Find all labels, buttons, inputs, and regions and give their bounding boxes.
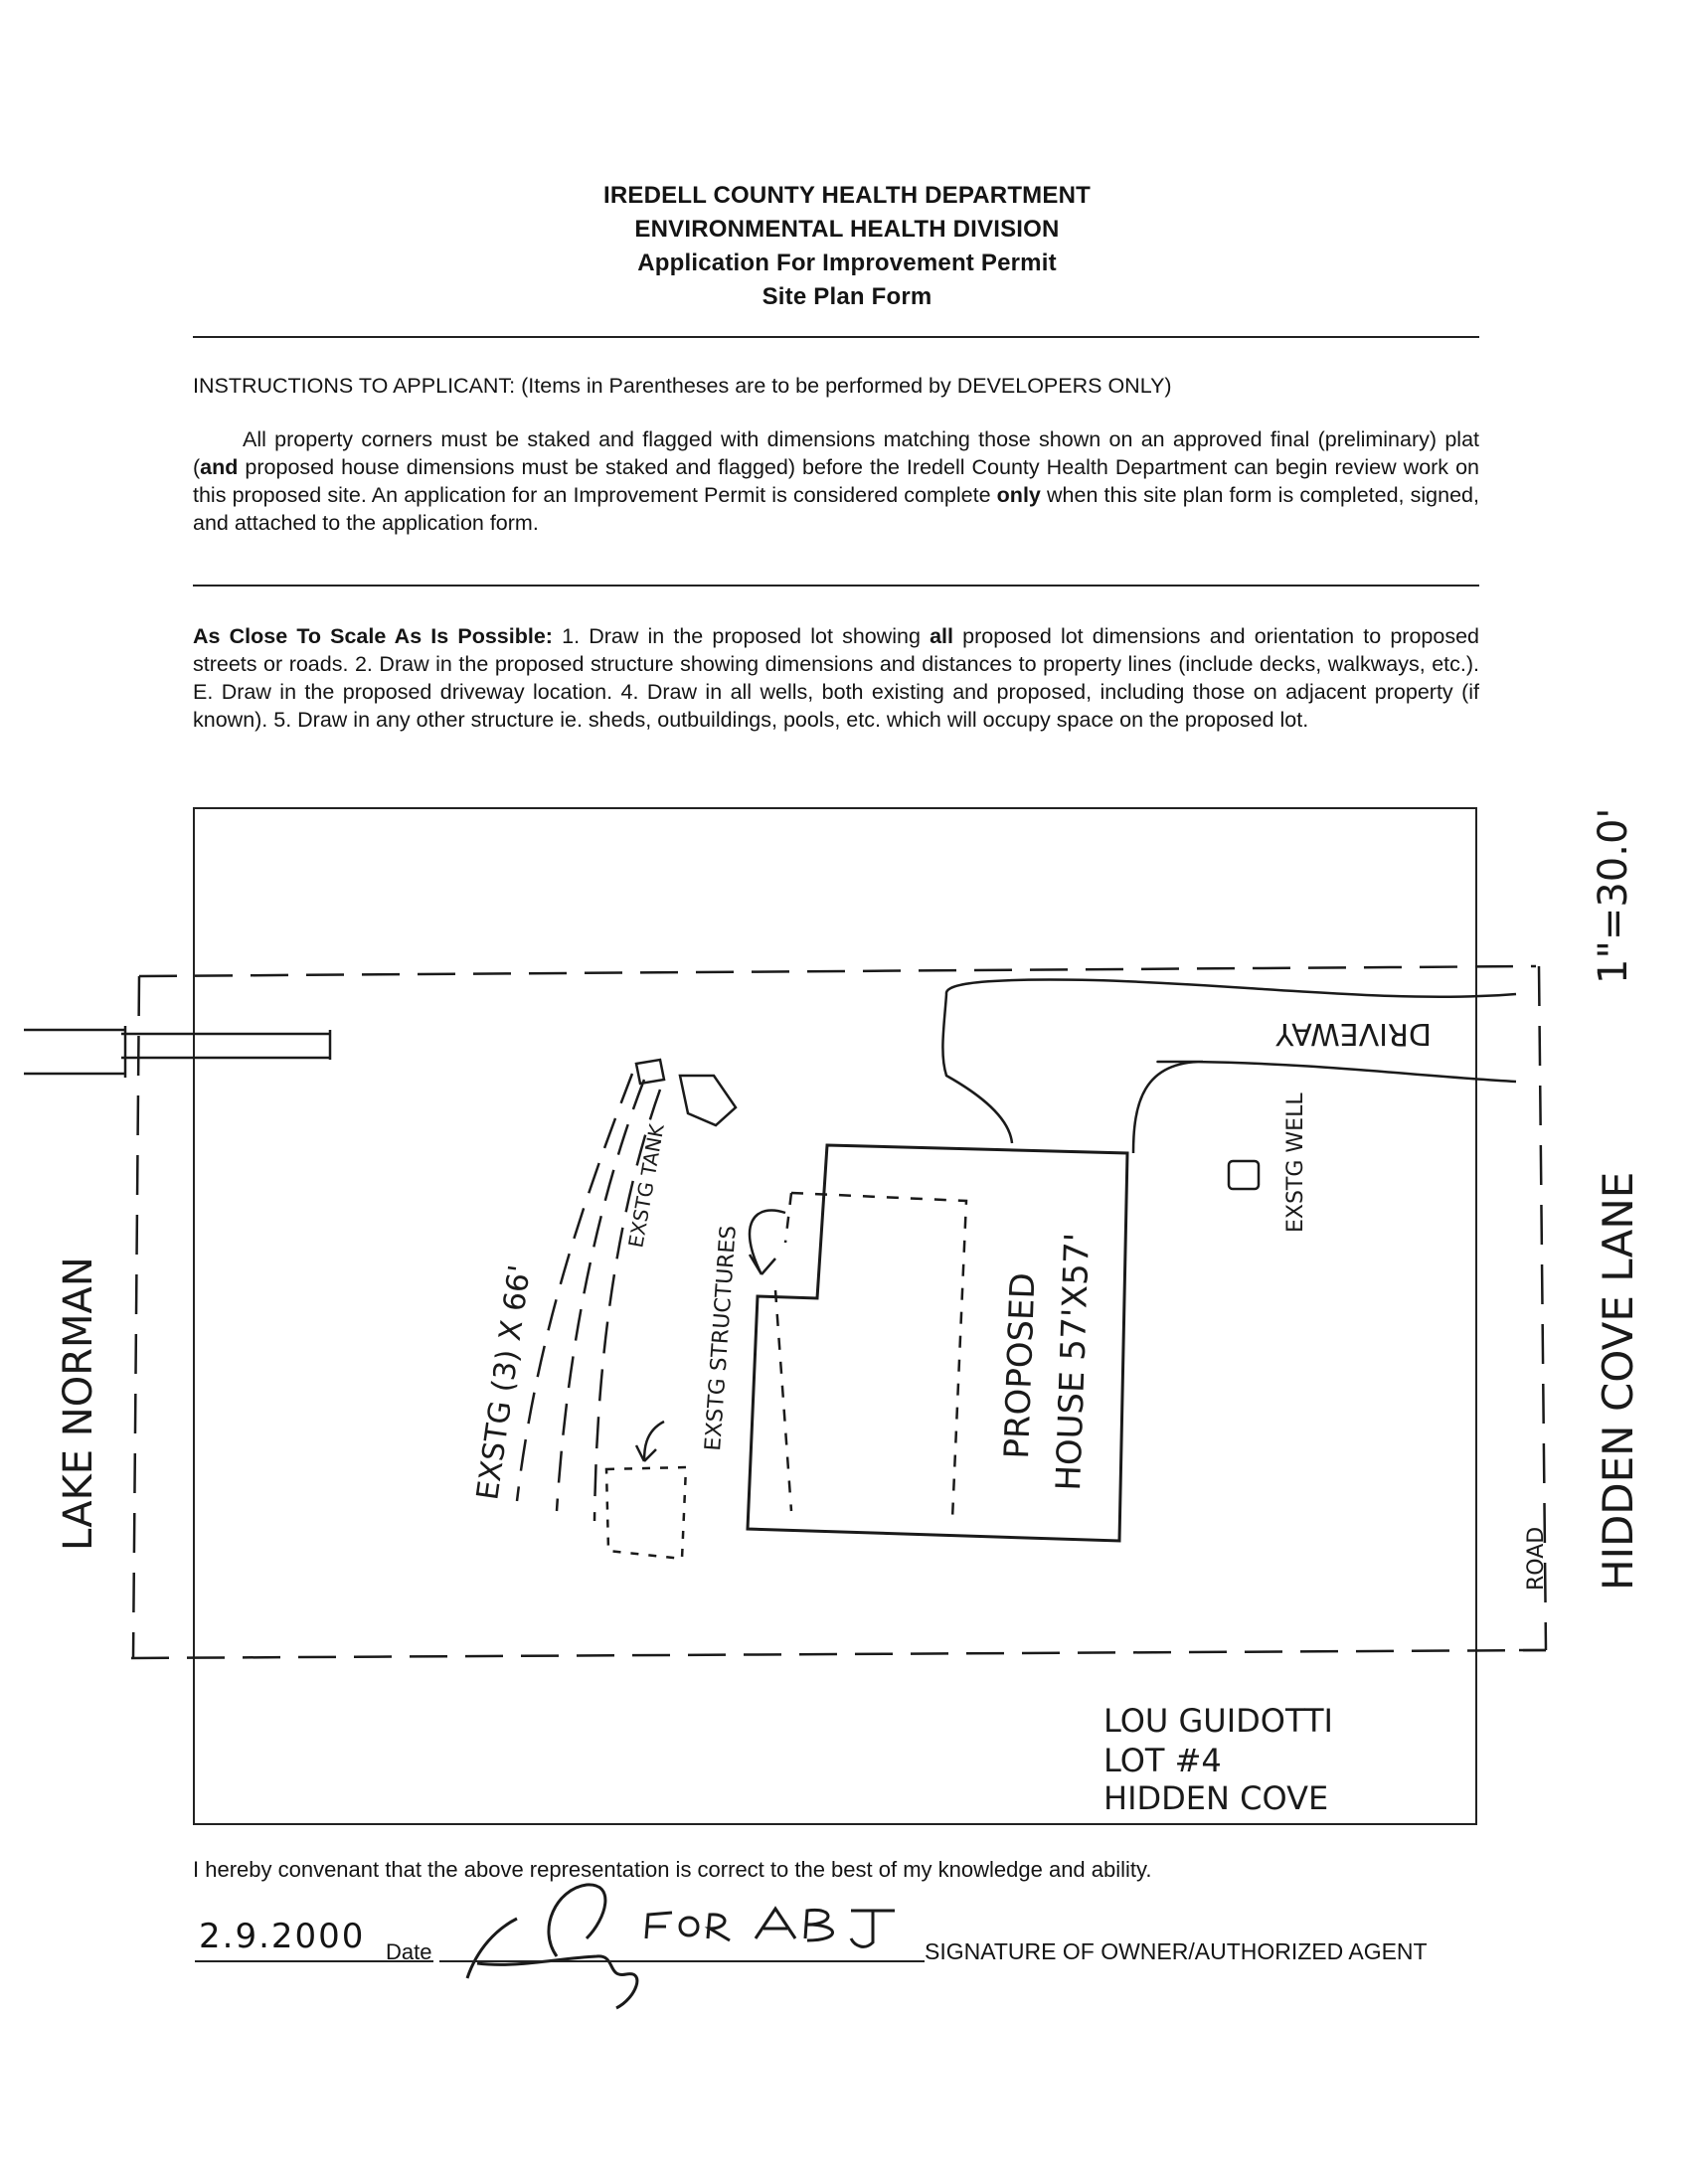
structures-label: EXSTG STRUCTURES bbox=[701, 1224, 742, 1452]
road-label: ROAD bbox=[1524, 1526, 1549, 1591]
tank-label: EXSTG TANK bbox=[623, 1122, 669, 1250]
signature-drawing bbox=[467, 1885, 895, 2008]
road-name-label: HIDDEN COVE LANE bbox=[1594, 1171, 1642, 1591]
existing-structure-outline bbox=[775, 1193, 966, 1519]
scale-label: 1"=30.0' bbox=[1591, 807, 1636, 984]
pier bbox=[24, 1026, 330, 1078]
arrow-structures bbox=[750, 1211, 785, 1274]
date-value: 2.9.2000 bbox=[199, 1917, 366, 1956]
drain-line-2 bbox=[557, 1080, 644, 1511]
date-label: Date bbox=[386, 1939, 432, 1964]
property-line-south bbox=[131, 1650, 1546, 1658]
division-title: ENVIRONMENTAL HEALTH DIVISION bbox=[634, 216, 1060, 243]
application-title: Application For Improvement Permit bbox=[637, 250, 1057, 276]
instructions-body: All property corners must be staked and flagged with dimensions matching those shown on an approved final (preliminary) plat (and proposed house dimensions must be staked and flagged) before the Iredell County Health Department can begin review work on this proposed site. An application for an Improvement Permit is considered complete only when this site plan form is completed, signed, and attached to the application form. bbox=[193, 427, 1479, 535]
owner-subdivision: HIDDEN COVE bbox=[1103, 1779, 1329, 1817]
signature-line bbox=[439, 1960, 925, 1962]
form-title: Site Plan Form bbox=[762, 283, 932, 310]
existing-well bbox=[1229, 1161, 1259, 1189]
well-label: EXSTG WELL bbox=[1283, 1092, 1308, 1233]
drain-lines-label: EXSTG (3) X 66' bbox=[470, 1262, 539, 1503]
signature-agent-label: SIGNATURE OF OWNER/AUTHORIZED AGENT bbox=[925, 1938, 1428, 1964]
driveway-label: DRIVEWAY bbox=[1275, 1016, 1432, 1051]
instructions-heading: INSTRUCTIONS TO APPLICANT: (Items in Parentheses are to be performed by DEVELOPERS ONLY) bbox=[193, 374, 1172, 398]
covenant-statement: I hereby convenant that the above representation is correct to the best of my knowledge and ability. bbox=[193, 1857, 1152, 1882]
driveway-edge-south bbox=[1133, 1062, 1516, 1153]
lake-norman-label: LAKE NORMAN bbox=[56, 1257, 101, 1551]
house-label-2: HOUSE 57'X57' bbox=[1049, 1232, 1099, 1492]
property-line-north bbox=[139, 966, 1536, 976]
owner-name: LOU GUIDOTTI bbox=[1103, 1702, 1333, 1740]
property-line-west bbox=[133, 976, 139, 1658]
arrow-small-structure bbox=[636, 1422, 664, 1461]
house-label-1: PROPOSED bbox=[997, 1271, 1044, 1460]
scale-instructions: As Close To Scale As Is Possible: 1. Draw in the proposed lot showing all proposed lot dimensions and orientation to proposed streets or roads. 2. Draw in the proposed structure showing dimensions and distances to property lines (include decks, walkways, etc.). E. Draw in the proposed driveway location. 4. Draw in all wells, both existing and proposed, including those on adjacent property (if known). 5. Draw in any other structure ie. sheds, outbuildings, pools, etc. which will occupy space on the proposed lot. bbox=[193, 624, 1479, 732]
department-title: IREDELL COUNTY HEALTH DEPARTMENT bbox=[603, 182, 1091, 209]
small-structure bbox=[606, 1467, 686, 1559]
owner-lot: LOT #4 bbox=[1103, 1742, 1222, 1779]
